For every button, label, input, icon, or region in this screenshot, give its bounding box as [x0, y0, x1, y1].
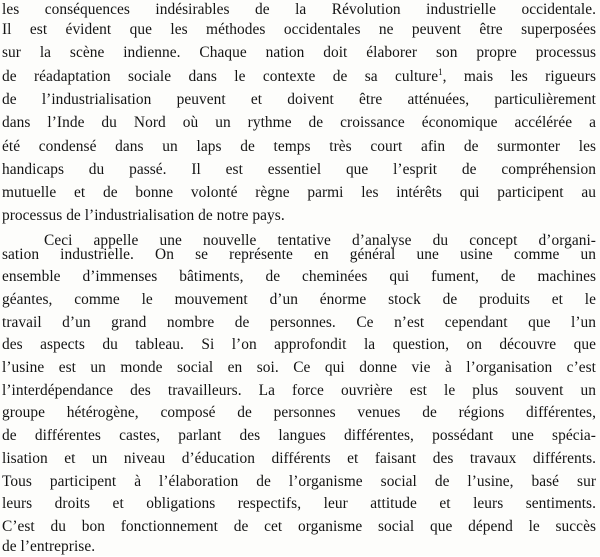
text-line: C’est du bon fonctionnement de cet organisme social que dépend le succès [2, 518, 596, 535]
text-line-with-footnote [2, 67, 596, 87]
text-line: sur la scène indienne. Chaque nation doit élaborer son propre processus [2, 44, 596, 61]
text-line: géantes, comme le mouvement d’un énorme stock de produits et le [2, 291, 596, 308]
text-line: dans l’Inde du Nord où un rythme de croissance économique accélérée a [2, 114, 596, 131]
text-line: de l’industrialisation peuvent et doivent être atténuées, particulièrement [2, 91, 596, 108]
text-line: sation industrielle. On se représente en général une usine comme un [2, 246, 596, 263]
text-line: été condensé dans un laps de temps très court afin de surmonter les [2, 138, 596, 155]
text-line: Ceci appelle une nouvelle tentative d’analyse du concept d’organi- [44, 232, 596, 249]
text-segment: , mais les rigueurs [442, 68, 596, 85]
text-line: groupe hétérogène, composé de personnes venues de régions différentes, [2, 404, 596, 421]
text-line: mutuelle et de bonne volonté règne parmi les intérêts qui participent au [2, 184, 596, 201]
text-line: l’interdépendance des travailleurs. La force ouvrière est le plus souvent un [2, 382, 596, 399]
text-line: Tous participent à l’élaboration de l’organisme social de l’usine, basé sur [2, 473, 596, 490]
footnote-marker: 1 [438, 67, 443, 77]
text-line: l’usine est un monde social en soi. Ce qui donne vie à l’organisation c’est [2, 359, 596, 376]
text-line: Il est évident que les méthodes occidentales ne peuvent être superposées [2, 21, 596, 38]
text-line: lisation et un niveau d’éducation différents et faisant des travaux différents. [2, 450, 596, 467]
text-line: travail d’un grand nombre de personnes. Ce n’est cependant que l’un [2, 314, 596, 331]
text-segment: de réadaptation sociale dans le contexte de sa culture [2, 68, 439, 85]
text-line: des aspects du tableau. Si l’on approfondit la question, on découvre que [2, 336, 596, 353]
text-line: de l’entreprise. [2, 538, 96, 555]
text-line: les conséquences indésirables de la Révolution industrielle occidentale. [2, 1, 596, 18]
text-line: handicaps du passé. Il est essentiel que l’esprit de compréhension [2, 161, 596, 178]
text-line: leurs droits et obligations respectifs, leur attitude et leurs sentiments. [2, 495, 596, 512]
text-line: de différentes castes, parlant des langues différentes, possédant une spécia- [2, 427, 596, 444]
text-line: ensemble d’immenses bâtiments, de cheminées qui fument, de machines [2, 268, 596, 285]
text-line: processus de l’industrialisation de notre pays. [2, 207, 285, 224]
